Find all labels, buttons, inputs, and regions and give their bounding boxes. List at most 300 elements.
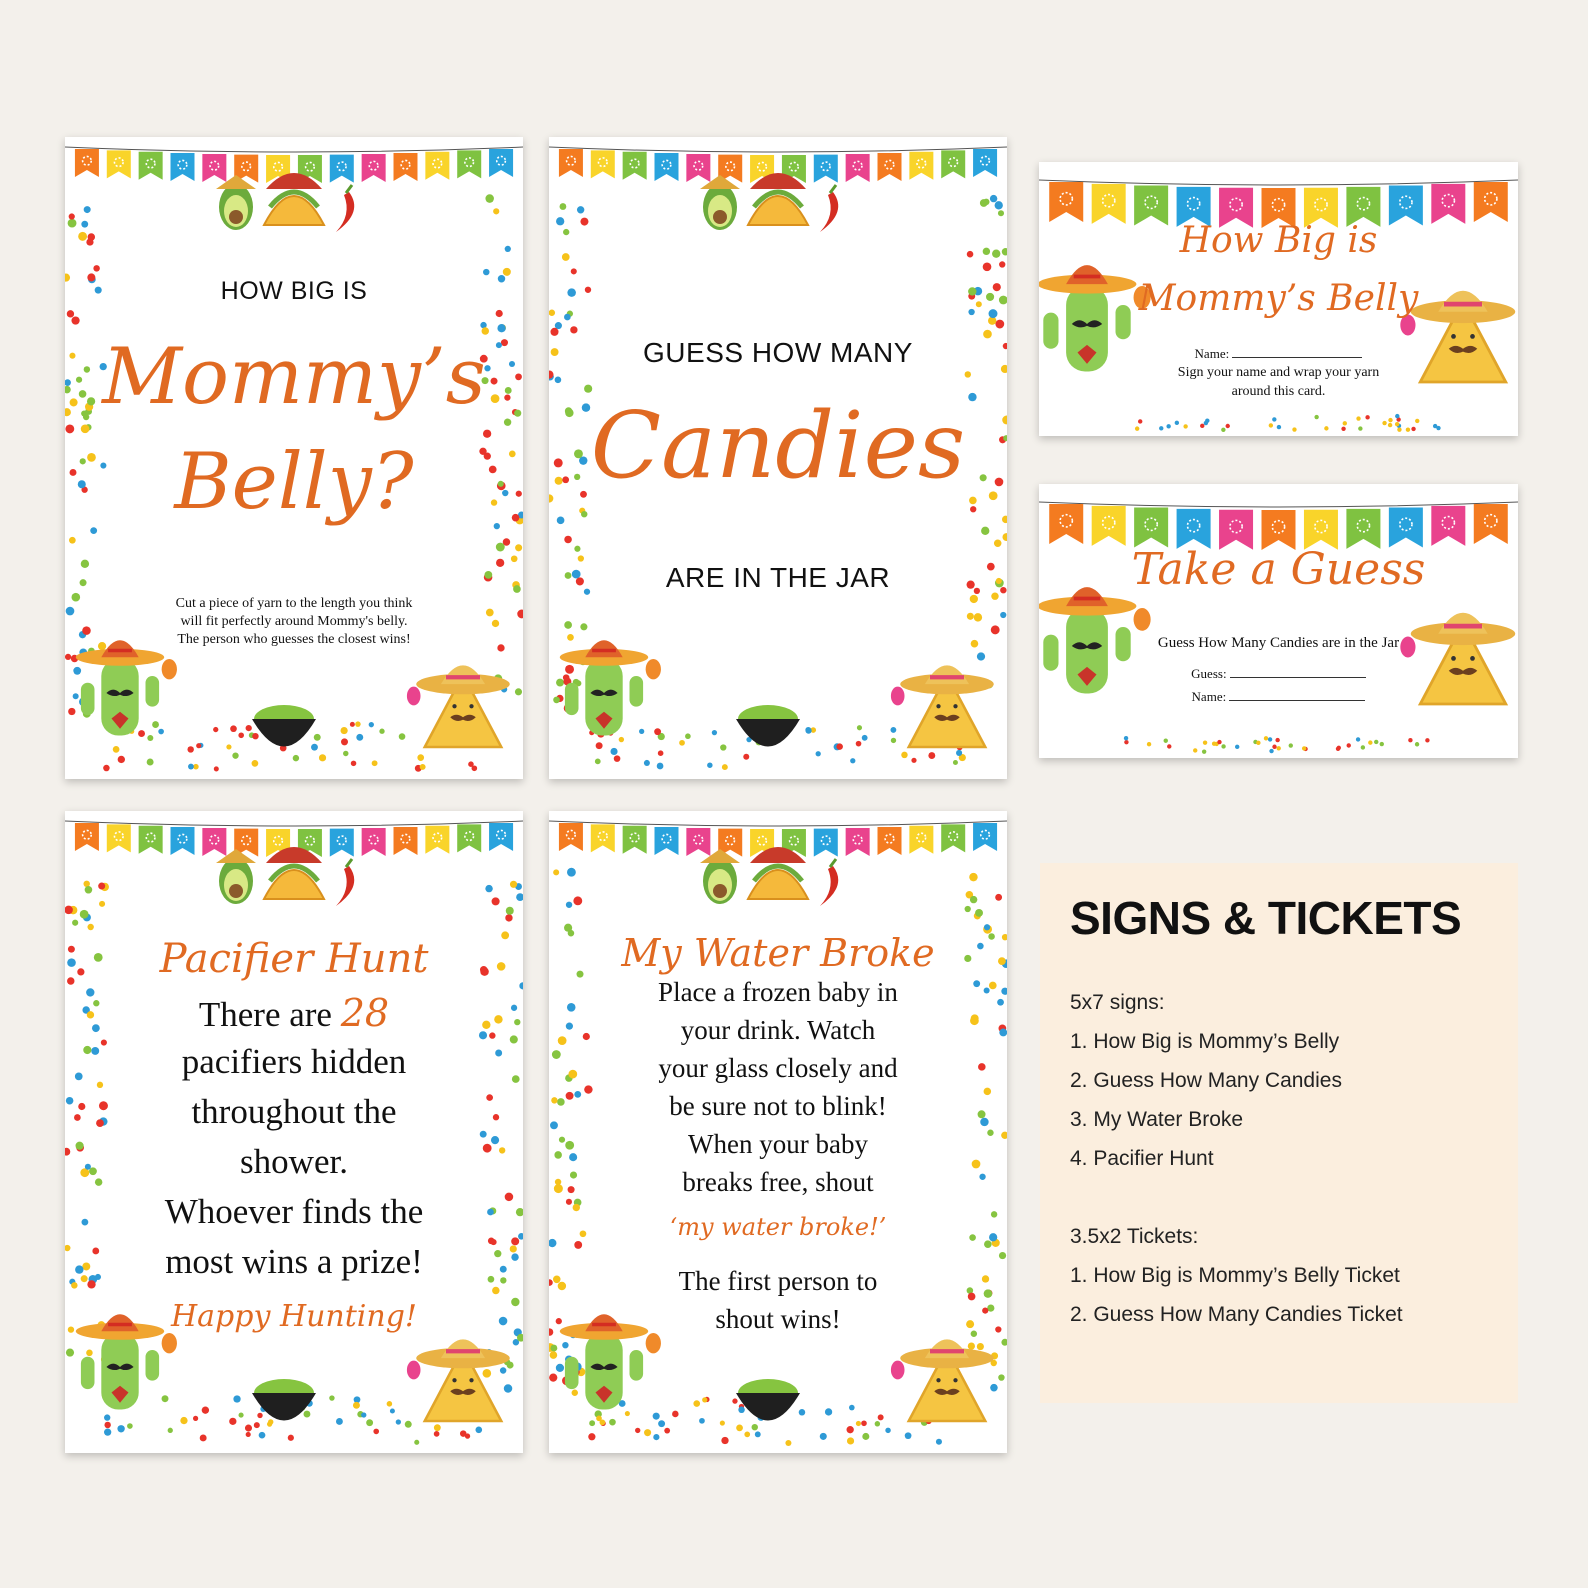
bunting-flag bbox=[330, 829, 354, 857]
confetti-dot bbox=[573, 896, 582, 905]
confetti-dot bbox=[1221, 428, 1225, 432]
confetti-dot bbox=[1289, 743, 1293, 747]
sign-line-count bbox=[65, 991, 523, 1035]
chili-pepper-icon bbox=[820, 859, 838, 906]
confetti-dot bbox=[953, 760, 958, 765]
confetti-dot bbox=[104, 1428, 111, 1435]
confetti-dot bbox=[81, 221, 88, 228]
confetti-dot bbox=[252, 733, 258, 739]
nacho-chip-icon bbox=[407, 665, 510, 747]
confetti-dot bbox=[314, 734, 321, 741]
confetti-dot bbox=[755, 1431, 761, 1437]
confetti-dot bbox=[998, 1374, 1004, 1380]
confetti-dot bbox=[414, 1440, 419, 1445]
confetti-dot bbox=[825, 1408, 832, 1415]
bunting-flag bbox=[559, 823, 583, 851]
confetti-dot bbox=[387, 1401, 393, 1407]
confetti-dot bbox=[505, 246, 511, 252]
confetti-dot bbox=[693, 1400, 700, 1407]
taco-icon bbox=[264, 847, 324, 899]
confetti-dot bbox=[589, 1420, 595, 1426]
confetti-dot bbox=[99, 901, 105, 907]
ticket-mommys-belly bbox=[1039, 162, 1518, 436]
confetti-dot bbox=[516, 893, 523, 901]
confetti-dot bbox=[599, 1420, 605, 1426]
confetti-dot bbox=[984, 924, 990, 930]
bunting-flag bbox=[139, 826, 163, 854]
confetti-dot bbox=[1341, 427, 1345, 431]
bunting-flag bbox=[1474, 182, 1508, 222]
confetti-dot bbox=[905, 1432, 912, 1439]
confetti-dot bbox=[970, 896, 977, 903]
confetti-dot bbox=[493, 208, 499, 214]
confetti-dot bbox=[214, 766, 219, 771]
confetti-dot bbox=[990, 195, 997, 202]
confetti-dot bbox=[975, 909, 983, 917]
confetti-dot bbox=[999, 1252, 1006, 1259]
confetti-dot bbox=[399, 733, 406, 740]
confetti-dot bbox=[635, 1428, 640, 1433]
confetti-dot bbox=[104, 1422, 110, 1428]
sign-mommys-belly bbox=[65, 137, 523, 779]
confetti-dot bbox=[862, 735, 868, 741]
confetti-dot bbox=[71, 316, 79, 324]
confetti-dot bbox=[984, 1240, 992, 1248]
confetti-dot bbox=[994, 539, 1001, 546]
confetti-dot bbox=[721, 1437, 728, 1444]
confetti-dot bbox=[341, 738, 348, 745]
confetti-dot bbox=[977, 1343, 984, 1350]
confetti-dot bbox=[983, 199, 990, 206]
bunting-flag bbox=[1389, 508, 1423, 548]
bunting-flag bbox=[489, 149, 513, 177]
confetti-dot bbox=[506, 907, 514, 915]
confetti-dot bbox=[986, 293, 994, 301]
confetti-dot bbox=[625, 1411, 630, 1416]
pacifier-count: 28 bbox=[340, 991, 390, 1035]
confetti-dot bbox=[1272, 417, 1276, 421]
ticket-take-a-guess bbox=[1039, 484, 1518, 758]
bunting-flag bbox=[941, 824, 965, 852]
confetti-dot bbox=[967, 251, 974, 258]
confetti-dot bbox=[609, 1419, 616, 1426]
confetti-dot bbox=[85, 886, 93, 894]
confetti-dot bbox=[72, 920, 78, 926]
confetti-dot bbox=[836, 743, 842, 749]
confetti-dot bbox=[239, 1413, 244, 1418]
guacamole-bowl-icon bbox=[736, 1379, 800, 1421]
confetti-dot bbox=[1166, 424, 1170, 428]
confetti-dot bbox=[417, 754, 424, 761]
bunting-flag bbox=[591, 824, 615, 852]
bunting-flag bbox=[878, 827, 902, 855]
confetti-dot bbox=[567, 288, 576, 297]
confetti-dot bbox=[84, 206, 91, 213]
ticket-decoration bbox=[1039, 484, 1518, 758]
bunting-flag bbox=[457, 150, 481, 178]
confetti-dot bbox=[1147, 742, 1151, 746]
info-signs-label: 5x7 signs: bbox=[1070, 991, 1165, 1014]
avocado-icon bbox=[216, 849, 256, 904]
confetti-dot bbox=[361, 1412, 366, 1417]
confetti-dot bbox=[80, 579, 87, 586]
sign-title: Pacifier Hunt bbox=[159, 936, 429, 982]
bunting-flag bbox=[202, 154, 226, 182]
confetti-dot bbox=[1425, 738, 1429, 742]
bunting-flag bbox=[623, 826, 647, 854]
confetti-dot bbox=[65, 424, 74, 433]
confetti-dot bbox=[572, 1389, 578, 1395]
confetti-dot bbox=[180, 1417, 187, 1424]
ticket-title-line-2: Mommy’s Belly bbox=[1138, 278, 1419, 319]
confetti-dot bbox=[557, 517, 565, 525]
confetti-dot bbox=[732, 1398, 737, 1403]
confetti-dot bbox=[113, 746, 120, 753]
confetti-dot bbox=[743, 754, 749, 760]
bunting-string bbox=[65, 147, 523, 152]
bunting-flag bbox=[973, 823, 997, 851]
bunting-flag bbox=[75, 149, 99, 177]
confetti-dot bbox=[68, 708, 75, 715]
confetti-dot bbox=[268, 1419, 273, 1424]
confetti-dot bbox=[707, 762, 712, 767]
confetti-dot bbox=[1175, 421, 1179, 425]
confetti-dot bbox=[891, 738, 896, 743]
confetti-dot bbox=[983, 248, 990, 255]
confetti-dot bbox=[1276, 746, 1280, 750]
confetti-dot bbox=[513, 585, 521, 593]
confetti-dot bbox=[319, 754, 326, 761]
confetti-dot bbox=[1395, 414, 1399, 418]
confetti-dot bbox=[574, 546, 580, 552]
bunting-flag bbox=[1177, 509, 1211, 549]
confetti-dot bbox=[885, 1428, 890, 1433]
confetti-dot bbox=[336, 1418, 343, 1425]
sign-decoration bbox=[65, 811, 523, 1453]
confetti-dot bbox=[355, 721, 360, 726]
confetti-dot bbox=[1235, 745, 1239, 749]
bunting-flag bbox=[330, 155, 354, 183]
confetti-dot bbox=[246, 1432, 251, 1437]
bunting-flag bbox=[1049, 504, 1083, 544]
confetti-dot bbox=[351, 761, 357, 767]
confetti-dot bbox=[999, 296, 1007, 305]
ticket-name-label: Name: bbox=[1194, 346, 1230, 361]
maraca-icon bbox=[407, 687, 421, 706]
confetti-dot bbox=[816, 751, 821, 756]
bunting-flag bbox=[171, 153, 195, 181]
confetti-dot bbox=[484, 571, 492, 579]
bunting-flag bbox=[591, 150, 615, 178]
confetti-dot bbox=[496, 543, 505, 552]
confetti-dot bbox=[553, 697, 560, 704]
confetti-dot bbox=[1124, 736, 1128, 740]
confetti-dot bbox=[971, 640, 979, 648]
bunting-flag bbox=[941, 150, 965, 178]
confetti-dot bbox=[98, 883, 105, 890]
ticket-name-line bbox=[1229, 700, 1365, 701]
confetti-dot bbox=[672, 1411, 679, 1418]
confetti-dot bbox=[550, 328, 558, 336]
confetti-dot bbox=[564, 314, 571, 321]
confetti-dot bbox=[1200, 424, 1204, 428]
confetti-dot bbox=[657, 763, 664, 770]
confetti-dot bbox=[511, 555, 518, 562]
sign-my-water-broke bbox=[549, 811, 1007, 1453]
confetti-dots bbox=[1124, 736, 1430, 754]
confetti-dot bbox=[993, 283, 1001, 291]
confetti-dot bbox=[196, 743, 201, 748]
confetti-dots bbox=[1135, 414, 1441, 432]
confetti-dot bbox=[86, 1350, 93, 1357]
confetti-dot bbox=[574, 1241, 582, 1249]
ticket-guess-line bbox=[1230, 677, 1366, 678]
sign-line: your glass closely and bbox=[658, 1053, 898, 1083]
confetti-dot bbox=[1411, 427, 1415, 431]
confetti-dot bbox=[1226, 424, 1230, 428]
bunting-string bbox=[549, 147, 1007, 152]
bunting-flag bbox=[202, 828, 226, 856]
confetti-dot bbox=[1124, 740, 1128, 744]
confetti-dot bbox=[644, 1429, 651, 1436]
confetti-dot bbox=[977, 652, 985, 660]
confetti-dot bbox=[820, 1433, 827, 1440]
confetti-dot bbox=[162, 1395, 169, 1402]
avocado-icon bbox=[700, 175, 740, 230]
bunting-garland bbox=[1039, 502, 1518, 550]
sign-line: Whoever finds the bbox=[164, 1192, 424, 1231]
confetti-dot bbox=[1159, 426, 1163, 430]
bunting-flag bbox=[171, 827, 195, 855]
bunting-flag bbox=[425, 826, 449, 854]
confetti-dot bbox=[226, 744, 231, 749]
ticket-name-row bbox=[1039, 689, 1518, 705]
guacamole-bowl-icon bbox=[736, 705, 800, 747]
chili-pepper-icon bbox=[336, 859, 354, 906]
sign-line-prefix: There are bbox=[198, 995, 341, 1034]
confetti-dot bbox=[653, 1434, 659, 1440]
confetti-dot bbox=[991, 625, 1000, 634]
confetti-dot bbox=[147, 735, 153, 741]
confetti-dot bbox=[878, 1414, 884, 1420]
confetti-dot bbox=[485, 194, 494, 203]
confetti-dot bbox=[553, 869, 559, 875]
confetti-dot bbox=[928, 752, 935, 759]
confetti-dot bbox=[580, 218, 588, 226]
bunting-flag bbox=[489, 823, 513, 851]
confetti-dot bbox=[556, 1364, 564, 1372]
confetti-dot bbox=[1356, 416, 1360, 420]
sign-line: be sure not to blink! bbox=[669, 1091, 887, 1121]
confetti-dot bbox=[379, 729, 384, 734]
confetti-dot bbox=[588, 1433, 595, 1440]
bunting-flag bbox=[686, 154, 710, 182]
bunting-flag bbox=[139, 152, 163, 180]
confetti-dot bbox=[744, 1432, 750, 1438]
confetti-dot bbox=[856, 1421, 861, 1426]
confetti-dot bbox=[81, 424, 90, 433]
confetti-dot bbox=[118, 756, 125, 763]
sign-bottom-text: ARE IN THE JAR bbox=[665, 562, 891, 593]
confetti-dot bbox=[564, 536, 572, 544]
ticket-name-line bbox=[1232, 357, 1362, 358]
confetti-dot bbox=[350, 722, 355, 727]
confetti-dot bbox=[485, 885, 492, 892]
bunting-flag bbox=[1049, 182, 1083, 222]
confetti-dot bbox=[752, 1424, 758, 1430]
confetti-dot bbox=[68, 219, 77, 228]
sign-line: shower. bbox=[240, 1142, 348, 1181]
confetti-dot bbox=[1368, 740, 1372, 744]
sign-line: shout wins! bbox=[715, 1304, 841, 1334]
confetti-dot bbox=[483, 1369, 492, 1378]
cactus-mariachi-icon bbox=[76, 640, 177, 735]
bunting-flag bbox=[686, 828, 710, 856]
ticket-name-label: Name: bbox=[1191, 689, 1227, 704]
confetti-dot bbox=[1382, 421, 1386, 425]
confetti-dot bbox=[510, 881, 517, 888]
confetti-dot bbox=[492, 897, 500, 905]
confetti-dot bbox=[193, 1416, 198, 1421]
confetti-dot bbox=[856, 741, 862, 747]
confetti-dot bbox=[862, 1433, 869, 1440]
confetti-dot bbox=[936, 1439, 942, 1445]
confetti-dot bbox=[1336, 747, 1340, 751]
confetti-dot bbox=[562, 253, 570, 261]
confetti-dot bbox=[611, 748, 618, 755]
ticket-title-line-1: How Big is bbox=[1179, 220, 1378, 261]
confetti-dot bbox=[1436, 426, 1440, 430]
confetti-dot bbox=[343, 751, 348, 756]
bunting-flag bbox=[1431, 506, 1465, 546]
confetti-dot bbox=[73, 693, 79, 699]
confetti-dot bbox=[549, 310, 555, 316]
confetti-dot bbox=[1388, 423, 1392, 427]
bunting-flag bbox=[909, 826, 933, 854]
nacho-chip-icon bbox=[891, 665, 994, 747]
maraca-icon bbox=[1134, 608, 1151, 631]
confetti-dot bbox=[570, 326, 577, 333]
confetti-dot bbox=[1002, 516, 1007, 523]
confetti-dot bbox=[259, 1432, 266, 1439]
confetti-dot bbox=[1380, 742, 1384, 746]
bunting-flag bbox=[425, 152, 449, 180]
confetti-dot bbox=[127, 1423, 133, 1429]
confetti-dot bbox=[254, 1422, 260, 1428]
maraca-icon bbox=[162, 1333, 177, 1353]
confetti-dot bbox=[1203, 740, 1207, 744]
confetti-dot bbox=[1221, 744, 1225, 748]
bunting-flag bbox=[655, 153, 679, 181]
sign-line: Place a frozen baby in bbox=[658, 977, 898, 1007]
confetti-dot bbox=[366, 1419, 373, 1426]
confetti-dot bbox=[560, 203, 567, 210]
confetti-dot bbox=[353, 1402, 360, 1409]
confetti-dot bbox=[78, 232, 87, 241]
confetti-dot bbox=[664, 1428, 670, 1434]
confetti-dot bbox=[550, 1345, 557, 1352]
confetti-dot bbox=[1164, 739, 1168, 743]
confetti-dot bbox=[117, 1425, 124, 1432]
confetti-dot bbox=[341, 727, 348, 734]
confetti-dot bbox=[1205, 418, 1209, 422]
chili-pepper-icon bbox=[336, 185, 354, 232]
sign-body-line-3: The person who guesses the closest wins! bbox=[177, 632, 411, 647]
confetti-dot bbox=[857, 725, 862, 730]
confetti-dot bbox=[564, 621, 572, 629]
confetti-dot bbox=[556, 679, 564, 687]
confetti-dot bbox=[472, 765, 478, 771]
confetti-dot bbox=[405, 1421, 412, 1428]
confetti-dot bbox=[983, 262, 992, 271]
confetti-dot bbox=[738, 1407, 744, 1413]
sign-guess-candies bbox=[549, 137, 1007, 779]
confetti-dot bbox=[577, 206, 584, 213]
confetti-dot bbox=[785, 1440, 791, 1446]
avocado-icon bbox=[700, 849, 740, 904]
info-panel bbox=[1040, 863, 1518, 1403]
confetti-dot bbox=[654, 728, 661, 735]
nacho-chip-icon bbox=[407, 1339, 510, 1421]
confetti-dot bbox=[850, 758, 855, 763]
confetti-dot bbox=[86, 238, 93, 245]
confetti-dot bbox=[699, 1418, 705, 1424]
confetti-dot bbox=[1193, 748, 1197, 752]
confetti-dot bbox=[1000, 612, 1006, 618]
confetti-dot bbox=[1272, 745, 1276, 749]
confetti-dot bbox=[67, 310, 74, 317]
confetti-dot bbox=[246, 725, 252, 731]
info-ticket-item: 1. How Big is Mommy’s Belly Ticket bbox=[1070, 1264, 1400, 1287]
confetti-dot bbox=[233, 1395, 240, 1402]
bunting-flag bbox=[1346, 509, 1380, 549]
confetti-dot bbox=[390, 1408, 395, 1413]
info-sign-item: 2. Guess How Many Candies bbox=[1070, 1069, 1342, 1092]
confetti-dot bbox=[1268, 737, 1272, 741]
confetti-dot bbox=[503, 268, 511, 276]
confetti-dot bbox=[970, 506, 976, 512]
bunting-flag bbox=[1092, 184, 1126, 224]
confetti-dot bbox=[138, 730, 145, 737]
confetti-dot bbox=[1415, 742, 1419, 746]
confetti-dot bbox=[995, 894, 1002, 901]
confetti-dot bbox=[712, 730, 717, 735]
sign-closing: Happy Hunting! bbox=[171, 1299, 417, 1334]
bunting-string bbox=[65, 821, 523, 826]
confetti-dot bbox=[1269, 749, 1273, 753]
confetti-dot bbox=[965, 906, 971, 912]
confetti-dot bbox=[356, 734, 363, 741]
confetti-dot bbox=[967, 613, 974, 620]
confetti-dot bbox=[373, 1429, 379, 1435]
confetti-dot bbox=[722, 764, 728, 770]
confetti-dot bbox=[500, 1367, 506, 1373]
confetti-dot bbox=[562, 1342, 568, 1348]
confetti-dot bbox=[369, 722, 374, 727]
confetti-dot bbox=[578, 555, 584, 561]
confetti-dot bbox=[1002, 248, 1007, 255]
avocado-icon bbox=[216, 175, 256, 230]
confetti-dot bbox=[567, 868, 576, 877]
confetti-dot bbox=[1277, 425, 1281, 429]
info-tickets-label: 3.5x2 Tickets: bbox=[1070, 1225, 1199, 1248]
confetti-dot bbox=[147, 759, 154, 766]
confetti-dot bbox=[567, 634, 574, 641]
confetti-dot bbox=[1138, 419, 1142, 423]
confetti-dot bbox=[66, 1348, 74, 1356]
maraca-icon bbox=[162, 659, 177, 679]
confetti-dot bbox=[104, 1414, 110, 1420]
